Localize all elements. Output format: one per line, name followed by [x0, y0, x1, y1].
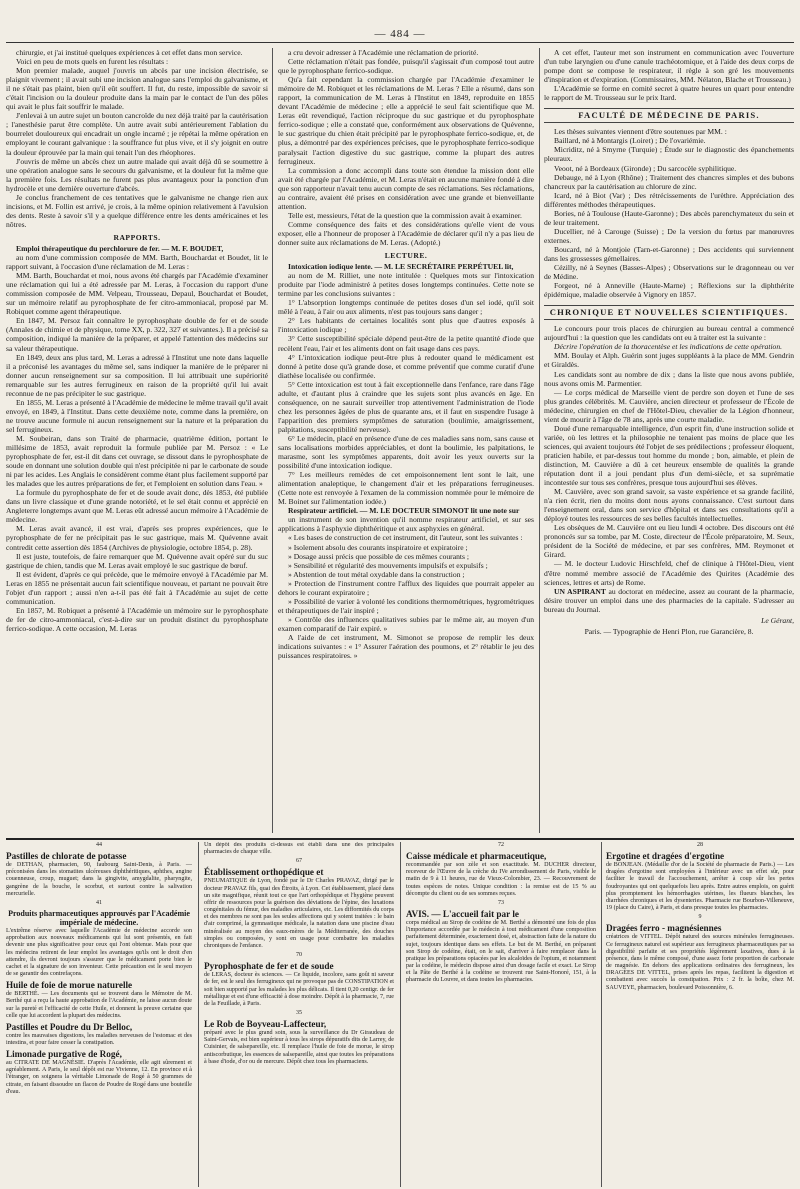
paragraph: 4° L'intoxication iodique peut-être plus à redouter quand le médicament est donné à petite dose qu'à grande dose, et comme préventif que comme curatif d'une diathèse localisée ou confirmée. [278, 352, 534, 380]
ad-title: Pastilles et Poudre du Dr Belloc, [6, 1021, 133, 1032]
paragraph: M. Soubeiran, dans son Traité de pharmacie, quatrième édition, portant le millésime de 1853, avait reproduit la formule publiée par M. Persoz : « Le pyrophosphate de fer, est-il dit dans cet ouvrage, se dissout dans le pyrophosphate de soude en donnant une solution double qui n'est précipitée ni par le carbonate de soude ni par les acides. Les Anglais le considèrent comme étant plus facilement supporté par les malades que les autres préparations de fer, et l'emploient en solution dans l'eau. » [6, 433, 268, 489]
thesis-item: Debauge, né à Lyon (Rhône) ; Traitement des chancres simples et des bubons chancreux par la cautérisation au chlorure de zinc. [544, 172, 794, 191]
paragraph: Comme conséquence des faits et des considérations qu'elle vient de vous exposer, elle a l'honneur de proposer à l'Académie de déclarer qu'il n'y a pas lieu de donner suite aux réclamations de M. Leras. (Adopté.) [278, 219, 534, 247]
page-number: — 484 — [374, 28, 426, 40]
paragraph: A cet effet, l'auteur met son instrument en communication avec l'ouverture d'un tube laryngien ou d'une canule trachéotomique, et à l'aide des deux corps de pompe dont se compose le respirateur, il règle à son gré les mouvements d'inspiration et d'expiration. (Commissaires, MM. Nélaton, Blache et Trousseau.) [544, 48, 794, 85]
paragraph: En 1847, M. Persoz fait connaître le pyrophosphate double de fer et de soude (Annales de chimie et de physique, tome XX, p. 322, 327 et suivantes.). Il a précisé sa composition, indiqué la manière de la préparer, et appelé l'attention des médecins sur sa valeur thérapeutique. [6, 316, 268, 353]
paragraph: — Le corps médical de Marseille vient de perdre son doyen et l'une de ses plus grandes célébrités. M. Cauvière, ancien directeur et professeur de l'École de médecine, chirurgien en chef de l'Hôtel-Dieu, chevalier de la Légion d'honneur, vient de mourir à l'âge de 78 ans, après une courte maladie. [544, 387, 794, 424]
thesis-item: Forgeot, né à Anneville (Haute-Marne) ; Réflexions sur la diphthérite épidémique, maladie observée à Vignory en 1857. [544, 281, 794, 300]
ad-title: Caisse médicale et pharmaceutique, [406, 851, 547, 862]
column-divider [272, 48, 273, 833]
paragraph: J'enlevai à un autre sujet un bouton cancroïde du nez déjà traité par la cautérisation ; l'anesthésie parut être complète. Un autre avait subi antérieurement l'ablation du bourrelet douloureux qui encadrait un ongle incarné ; je répétai la même opération en employant le courant galvanique : la souffrance fut plus vive, et il s'y joignit en outre la douleur éprouvée par la main qui tenait l'un des rhéophores. [6, 111, 268, 157]
ad-title: Établissement orthopédique et [204, 867, 324, 878]
paragraph: 6° Le médecin, placé en présence d'une de ces maladies sans nom, sans cause et sans localisations morbides appréciables, et dont la boulimie, les palpitations, le marasme, sont les symptômes apparents, doit avoir les yeux ouverts sur la possibilité d'une intoxication iodique. [278, 433, 534, 471]
ads-column-2 [204, 842, 394, 1187]
ad-title: Limonade purgative de Rogé, [6, 1049, 122, 1060]
ad-number: 67 [296, 858, 302, 865]
faculty-heading: FACULTÉ DE MÉDECINE DE PARIS. [544, 108, 794, 123]
aspirant-label: UN ASPIRANT [554, 586, 606, 596]
thesis-item: Micriditz, né à Smyrne (Turquie) ; Étude sur le diagnostic des épanchements pleuraux. [544, 145, 794, 164]
paragraph: Qu'a fait cependant la commission chargée par l'Académie d'examiner le mémoire de M. Robiquet et les réclamations de M. Leras ? Elle a résumé, dans son rapport, la communication de M. Leras à l'Institut en 1849, reproduite en 1855 devant l'Académie de médecine ; elle a apprécié le seul fait scientifique que M. Leras eût revendiqué, l'action réciproque du suc gastrique et du pyrophosphate ferrico-sodique ; elle a constaté que, conformément aux observations de Quévenne, le suc gastrique du chien était précipité par le pyrophosphate ferrico-sodique, et, de plus, a démontré par des expériences précises, que le pyrophosphate ferrico-sodique paralysait l'action digestive du suc gastrique, comme la plupart des autres ferrugineux. [278, 75, 534, 166]
ad-text: Un dépôt des produits ci-dessus est établi dans une des principales pharmacies de chaque ville. [204, 842, 394, 856]
paragraph: » Dosage aussi précis que possible de ces mêmes courants ; [288, 551, 469, 561]
thesis-item: Ducellier, né à Carouge (Suisse) ; De la version du fœtus par manœuvres externes. [544, 226, 794, 245]
paragraph: « Les bases de construction de cet instrument, dit l'auteur, sont les suivantes : [288, 533, 523, 543]
paragraph: 2° Les habitants de certaines localités sont plus que d'autres exposés à l'intoxication iodique ; [278, 316, 534, 335]
paragraph: A l'aide de cet instrument, M. Simonot se propose de remplir les deux indications suivantes : « 1° Assurer l'aération des poumons, et 2° rétablir le jeu des puissances respiratoires. » [278, 633, 534, 661]
ad-text: PNEUMATIQUE de Lyon, fondé par le Dr Charles PRAVAZ, dirigé par le docteur PRAVAZ fils, quai des Étroits, à Lyon. Cet établissement, placé dans un site magnifique, réunit tout ce que l'art orthopédique et l'hygiène peuvent offrir de ressources pour la guérison des déviations de l'épine, des luxations congénitales du fémur, des maladies articulaires, etc. Les difformités du corps et des membres ne sont pas les seules affections qui y soient traitées : le bain d'air comprimé, la gymnastique médicale, la natation dans une piscine d'eau minéralisée au moyen des eaux-mères de la Méditerranée, des douches simples ou composées, y sont en usage pour combattre les maladies chroniques de l'enfance. [204, 878, 394, 949]
ad-text: contre les mauvaises digestions, les maladies nerveuses de l'estomac et des intestins, et pour faire cesser la constipation. [6, 1032, 192, 1046]
ad-number: 28 [697, 842, 703, 848]
paragraph: a cru devoir adresser à l'Académie une réclamation de priorité. [288, 48, 479, 57]
paragraph: M. Leras avait avancé, il est vrai, d'après ses propres expériences, que le pyrophosphate de fer ne précipitait pas le suc gastrique, mais M. Quévenne avait contredit cette assertion dès 1854 (Archives de physiologie, octobre 1854, p. 28). [6, 524, 268, 552]
paragraph: Il est évident, d'après ce qui précède, que le mémoire envoyé à l'Académie par M. Leras en 1855 ne présentait aucun fait scientifique nouveau, et partant ne pouvait être l'objet d'un rapport ; aussi n'en a-t-il pas été fait à l'Académie au sujet de cette communication. [6, 569, 268, 606]
paragraph: » Abstention de tout métal oxydable dans la construction ; [288, 569, 465, 579]
paragraph: MM. Barth, Bouchardat et moi, nous avons été chargés par l'Académie d'examiner une réclamation qui lui a été adressée par M. Leras, à l'occasion du rapport d'une commission composée de MM. Velpeau, Trousseau, Depaul, Bouchardat et Boudet, sur un mémoire relatif au pyrophosphate de fer citro-ammoniacal, proposé par M. Robiquet comme agent thérapeutique. [6, 271, 268, 317]
paragraph: Voici en peu de mots quels en furent les résultats : [16, 57, 169, 67]
paragraph: un instrument de son invention qu'il nomme respirateur artificiel, et sur ses applications à l'asphyxie diphthéritique et aux asphyxies en général. [278, 515, 534, 534]
respirateur-title: Respirateur artificiel. — M. LE DOCTEUR SIMONOT lit une note sur [288, 506, 520, 516]
thesis-item: Boucard, né à Montjoie (Tarn-et-Garonne) ; Des accidents qui surviennent dans les grossesses gémellaires. [544, 244, 794, 263]
ad-number: 44 [96, 842, 102, 848]
ad-text: de BONJEAN. (Médaille d'or de la Société de pharmacie de Paris.) — Les dragées d'ergotine sont employées à l'intérieur avec un effet sûr, pour faciliter le travail de l'accouchement, arrêter à coup sûr les pertes foudroyantes qui ont quelquefois lieu après. Entre autres emplois, on guérit plus promptement les hémorrhagies utérines, les flueurs blanches, les diarrhées chroniques et les dysenteries. Pharmacie rue Bourbon-Villeneuve, 19 (place du Caire), à Paris, et dans presque toutes les pharmacies. [606, 862, 794, 912]
paragraph: J'ouvris de même un abcès chez un autre malade qui avait déjà dû se soumettre à une opération analogue sans le secours du galvanisme, et la douleur fut la même que la première fois. Les résultats ne furent pas plus avantageux pour la ponction d'un hydrocèle et une dernière ouverture d'abcès. [6, 156, 268, 193]
paragraph: MM. Boulay et Alph. Guérin sont juges suppléants à la place de MM. Gendrin et Giraldès. [544, 351, 794, 370]
advertisement-rule [6, 838, 794, 840]
ad-text: au CITRATE DE MAGNÉSIE. D'après l'Académie, elle agit sûrement et agréablement. A Paris, le seul dépôt est rue Vivienne, 12. En province et à l'étranger, on soignera la véritable Limonade de Rogé à 50 grammes de citrate, en faisant dissoudre un flacon de Poudre de Rogé dans une bouteille d'eau. [6, 1060, 192, 1095]
column-divider [400, 842, 401, 1187]
paragraph: Cette réclamation n'était pas fondée, puisqu'il s'agissait d'un composé tout autre que le pyrophosphate ferrico-sodique. [278, 57, 534, 76]
paragraph: » Possibilité de varier à volonté les conditions thermométriques, hygrométriques et thérapeutiques de l'air inspiré ; [278, 596, 534, 615]
thesis-item: Icard, né à Biot (Var) ; Des rétrécissements de l'urèthre. Appréciation des différentes méthodes thérapeutiques. [544, 190, 794, 209]
paragraph: Le concours pour trois places de chirurgien au bureau central a commencé aujourd'hui : la question que les candidats ont eu à traiter est la suivante : [544, 324, 794, 343]
ad-text: corps médical au Sirop de codéine de M. Berthé a démontré une fois de plus l'importance accordée par le médecin à tout médicament d'une composition parfaitement déterminée, exactement dosé, et, abstraction faite de la nature du sujet, toujours identique dans ses effets. Le but de M. Berthé, en préparant son Sirop de codéine, était, on le sait, d'arriver à faire remplacer dans la pratique les préparations opiacées par les alcaloïdes de l'opium, et notamment par la codéine, le médecin dispose ainsi d'un dosage facile et exact. Le Sirop et la Pâte de Berthé à la codéine se trouvent rue Saint-Honoré, 151, à la pharmacie du Louvre, et dans toutes les pharmacies. [406, 920, 596, 984]
ad-text: préparé avec le plus grand soin, sous la surveillance du Dr Giraudeau de Saint-Gervais, est bien supérieur à tous les sirops dépuratifs dits de Larrey, de Cuisinier, de salsepareille, etc. Il remplace l'huile de foie de morue, le sirop antiscorbutique, les essences de salsepareille, ainsi que toutes les préparations à base d'iode, d'or ou de mercure. Dépôt chez tous les pharmaciens. [204, 1030, 394, 1065]
paragraph: chirurgie, et j'ai institué quelques expériences à cet effet dans mon service. [16, 48, 243, 57]
ad-text: de BERTHÉ. — Les documents qui se trouvent dans le Mémoire de M. Berthé qui a reçu la haute approbation de l'Académie, ne laisse aucun doute sur la pureté et l'efficacité de cette Huile, et donnent la preuve certaine que celle que lui accordent la plupart des médecins. [6, 991, 192, 1019]
paragraph: » Isolement absolu des courants inspiratoire et expiratoire ; [288, 542, 468, 552]
paragraph: Les thèses suivantes viennent d'être soutenues par MM. : [554, 127, 727, 137]
ad-text: L'extrême réserve avec laquelle l'Académie de médecine accorde son approbation aux nouveaux médicaments qui lui sont présentés, en fait devenir une plus significative pour ceux qui l'ont obtenue. Mais pour que les médecins retirent de leur emploi les avantages qu'ils ont le droit d'en attendre, ils devront toujours s'assurer que le médicament porte bien le cachet et la signature de son inventeur. Cette précaution est le seul moyen de se garantir des contrefaçons. [6, 928, 192, 978]
column-1 [6, 48, 268, 833]
paragraph: La commission a donc accompli dans toute son étendue la mission dont elle avait été chargée par l'Académie, et M. Leras n'était en aucune manière fondé à dire que son rapporteur n'avait tenu aucun compte de ses réclamations. Ses réclamations, au contraire, avaient été prises en considération avec une grande et bienveillante attention. [278, 165, 534, 211]
ad-number: 35 [296, 1009, 302, 1016]
gerant-signature: Le Gérant, [761, 615, 794, 625]
thesis-item: Cézilly, né à Seynes (Basses-Alpes) ; Observations sur le dragonneau ou ver de Médine. [544, 263, 794, 282]
ads-column-4 [606, 842, 794, 1187]
ad-title: Pastilles de chlorate de potasse [6, 851, 127, 862]
paragraph: Les obsèques de M. Cauvière ont eu lieu lundi 4 octobre. Des discours ont été prononcés sur sa tombe, par M. Coste, directeur de l'École préparatoire, M. Seux, président de la Société de médecine, et par ses confrères, MM. Reymonet et Girard. [544, 523, 794, 560]
ad-number: 70 [296, 952, 302, 959]
ad-title: Huile de foie de morue naturelle [6, 980, 133, 991]
thesis-item: Baillard, né à Montargis (Loiret) ; De l'ovariémie. [554, 136, 706, 146]
column-divider [198, 842, 199, 1187]
report-title: Emploi thérapeutique du perchlorure de fer. — M. F. BOUDET, [16, 243, 224, 253]
column-divider [601, 842, 602, 1187]
ad-title: Ergotine et dragées d'ergotine [606, 851, 725, 862]
paragraph: M. Cauvière, avec son grand savoir, sa vaste expérience et sa grande facilité, n'a rien écrit, rien du moins dont nous ayons connaissance. C'est surtout dans l'enseignement oral, dans son service d'hôpital et dans ses consultations qu'il a déployé toutes les ressources de ses belles facultés intellectuelles. [544, 487, 794, 524]
ad-title: AVIS. — L'accueil fait par le [406, 909, 519, 920]
paragraph: L'Académie se forme en comité secret à quatre heures un quart pour entendre le rapport de M. Trousseau sur le prix Itard. [544, 84, 794, 103]
ad-title: Produits pharmaceutiques approuvés par l'Académie impériale de médecine. [8, 909, 190, 928]
paragraph: Telle est, messieurs, l'état de la question que la commission avait à examiner. [288, 210, 522, 220]
paragraph: 1° L'absorption longtemps continuée de petites doses d'un sel iodé, qu'il soit mêlé à l'eau, à l'air ou aux aliments, n'est pas toujours sans danger ; [278, 298, 534, 317]
column-3 [544, 48, 794, 833]
ad-title: Dragées ferro - magnésiennes [606, 923, 722, 934]
ad-number: 73 [498, 899, 504, 906]
paragraph: au nom de M. Rilliet, une note intitulée : Quelques mots sur l'intoxication produite par l'iode administré à petites doses longtemps continuées. Cette note se termine par les conclusions suivantes : [278, 271, 534, 299]
ad-title: Le Rob de Boyveau-Laffecteur, [204, 1019, 327, 1030]
ad-text: recommandée par son zèle et son exactitude. M. DUCHER directeur, receveur de l'Œuvre de la crèche du IVe arrondissement de Paris, visible le matin de 9 à 11 heures, rue de Vieux-Colombier, 23. — Recouvrement de toutes espèces de notes. Unique condition : la remise est de 15 % au décompte du client ou de ses sommes reçues. [406, 862, 596, 897]
paragraph: Doué d'une remarquable intelligence, d'un esprit fin, d'une instruction solide et variée, où les lettres et la philosophie ne tenaient pas moins de place que les sciences, qui avaient toujours été l'objet de ses prédilections ; professeur éloquent, praticien habile, et par-dessus tout homme du monde ; bon, aimable, et plein de distinction, M. Cauvière a dû à cet heureux ensemble de qualités la grande réputation dont il a joui pendant plus d'un demi-siècle, et sa suprématie incontestée sur tous ses confrères, presque tous aujourd'hui ses élèves. [544, 423, 794, 488]
paragraph: 3° Cette susceptibilité spéciale dépend peut-être de la petite quantité d'iode que recèlent l'eau, l'air et les aliments dont on fait usage dans ces pays. [278, 334, 534, 353]
paragraph: En 1857, M. Robiquet a présenté à l'Académie un mémoire sur le pyrophosphate de fer de citro-ammoniacal, c'est-à-dire sur un produit distinct du pyrophosphate ferrico-sodique. A cette occasion, M. Leras [6, 605, 268, 633]
paragraph: au nom d'une commission composée de MM. Barth, Bouchardat et Boudet, lit le rapport suivant, à l'occasion d'une réclamation de M. Leras : [6, 253, 268, 272]
ad-number: 9 [698, 914, 702, 921]
paragraph: Mon premier malade, auquel j'ouvris un abcès par une incision électrisée, se plaignit vivement ; il avait subi une incision analogue sans l'emploi du galvanisme, et il ne s'était pas plaint, bien qu'il eût souffert. Il fut, du reste, impossible de savoir si c'était l'incision ou la douleur produite dans la main par le contact de l'un des pôles qui avait le plus fait souffrir le malade. [6, 66, 268, 112]
ad-number: 72 [498, 842, 504, 848]
paragraph: Décrire l'opération de la thoracentèse et les indications de cette opération. [554, 342, 783, 352]
chronicle-heading: CHRONIQUE ET NOUVELLES SCIENTIFIQUES. [544, 305, 794, 320]
paragraph: — M. le docteur Ludovic Hirschfeld, chef de clinique à l'Hôtel-Dieu, vient d'être nommé membre associé de l'Académie des Quirites (Académie des sciences, lettres et arts) de Rome. [544, 559, 794, 587]
section-heading-rapports: RAPPORTS. [113, 232, 161, 242]
thesis-item: Bories, né à Toulouse (Haute-Garonne) ; Des abcès parenchymateux du sein et de leur traitement. [544, 208, 794, 227]
paragraph: » Contrôle des influences qualitatives subies par le même air, au moyen d'un examen comparatif de l'air expiré. » [278, 614, 534, 633]
paragraph: » Sensibilité et régularité des mouvements impulsifs et expulsifs ; [288, 560, 488, 570]
ad-text: de DETHAN, pharmacien, 90, faubourg Saint-Denis, à Paris. — préconisées dans les stomatites ulcéreuses diphthéritiques, aphthes, angine couenneuse, croup, muguet; dans la gingivite, amygdalite, pharyngite, gangrène de la bouche, le scorbut, et surtout contre la salivation mercurielle. [6, 862, 192, 897]
ad-number: 41 [96, 899, 102, 906]
paragraph: Il est juste, toutefois, de faire remarquer que M. Quévenne avait opéré sur du suc gastrique de chien, tandis que M. Leras avait employé le suc gastrique de bœuf. [6, 551, 268, 570]
aspirant-text: au doctorat en médecine, assez au courant de la pharmacie, désire trouver un emploi dans une des pharmacies de la capitale. S'adresser au bureau du Journal. [544, 586, 794, 614]
paragraph: La formule du pyrophosphate de fer et de soude avait donc, dès 1853, été publiée dans un livre classique et d'une grande notoriété, et le sel était connu et apprécié en Angleterre longtemps avant que M. Leras eût adressé aucun mémoire à l'Académie de médecine. [6, 488, 268, 525]
column-2 [278, 48, 534, 833]
ads-column-1 [6, 842, 192, 1187]
ad-title: Pyrophosphate de fer et de soude [204, 961, 334, 972]
paragraph: 7° Les meilleurs remèdes de cet empoisonnement lent sont le lait, une alimentation analeptique, le changement d'air et les préparations ferrugineuses. (Cette note est renvoyée à l'examen de la commission nommée pour le mémoire de M. Boinet sur l'alimentation iodée.) [278, 470, 534, 507]
header-rule [6, 42, 794, 43]
section-heading-lecture: LECTURE. [384, 251, 428, 261]
paragraph: En 1849, deux ans plus tard, M. Leras a adressé à l'Institut une note dans laquelle il a préconisé les avantages du même sel, sans indiquer la manière de le préparer ni donner aucun renseignement sur sa composition. Il lui attribuait une supériorité remarquable sur les autres ferrugineux en raison de la propriété qu'il lui avait reconnue de ne pas précipiter le suc gastrique. [6, 352, 268, 398]
ads-column-3 [406, 842, 596, 1187]
paragraph: » Protection de l'instrument contre l'afflux des liquides que pourrait appeler au dehors le courant expiratoire ; [278, 578, 534, 597]
paragraph: Je conclus franchement de ces tentatives que le galvanisme ne change rien aux incisions, et M. Follin est arrivé, je crois, à la même opinion relativement à l'avulsion des dents. Reste à savoir s'il y a quelque différence entre les dents américaines et les nôtres. [6, 192, 268, 229]
thesis-item: Veoot, né à Bordeaux (Gironde) ; Du sarcocèle syphilitique. [554, 163, 737, 173]
printer-line: Paris. — Typographie de Henri Plon, rue Garancière, 8. [584, 626, 754, 636]
column-divider [539, 48, 540, 833]
paragraph: En 1855, M. Leras a présenté à l'Académie de médecine le même travail qu'il avait envoyé, en 1849, à l'Institut. Dans cette deuxième note, comme dans la première, on ne trouve aucune formule ni aucun renseignement sur la nature et la préparation du sel ferrugineux. [6, 397, 268, 434]
paragraph: 5° Cette intoxication est tout à fait exceptionnelle dans l'enfance, rare dans l'âge adulte, et d'autant plus à craindre que les sujets sont plus avancés en âge. En conséquence, on ne saurait surveiller trop attentivement l'administration de l'iode chez les personnes âgées de plus de quarante ans, et il faut en suspendre l'usage à l'apparition des premiers symptômes de saturation (boulimie, amaigrissement, palpitations, susceptibilité nerveuse). [278, 379, 534, 434]
lecture-title: Intoxication iodique lente. — M. LE SECRÉTAIRE PERPÉTUEL lit, [288, 262, 514, 272]
ad-text: créatrices de VITTEL. Dépôt naturel des sources minérales ferrugineuses. Ce ferrugineux naturel est supérieur aux ferrugineux pharmaceutiques par sa digestibilité parfaite et ses propriétés légèrement laxatives, dues à la présence, dans le même composé, d'une assez forte proportion de carbonate de magnésie. En dehors des applications ordinaires des ferrugineux, les DRAGÉES DE VITTEL, prises après les repas, facilitent la digestion et combattent avec succès la constipation. Prix : 2 fr. la boîte, chez M. SAUVEYE, pharmacien, boulevard Poissonnière, 6. [606, 934, 794, 991]
paragraph: Les candidats sont au nombre de dix ; dans la liste que nous avons publiée, nous avons omis M. Parmentier. [544, 369, 794, 388]
ad-text: de LERAS, docteur ès sciences. — Ce liquide, incolore, sans goût ni saveur de fer, est le seul des ferrugineux qui ne provoque pas de CONSTIPATION et soit bien supporté par les malades les plus délicats. Il tient 0,20 centigr. de fer métallique et est d'une efficacité à dose moindre. Dépôt à la pharmacie, 7, rue de la Feuillade, à Paris. [204, 972, 394, 1007]
